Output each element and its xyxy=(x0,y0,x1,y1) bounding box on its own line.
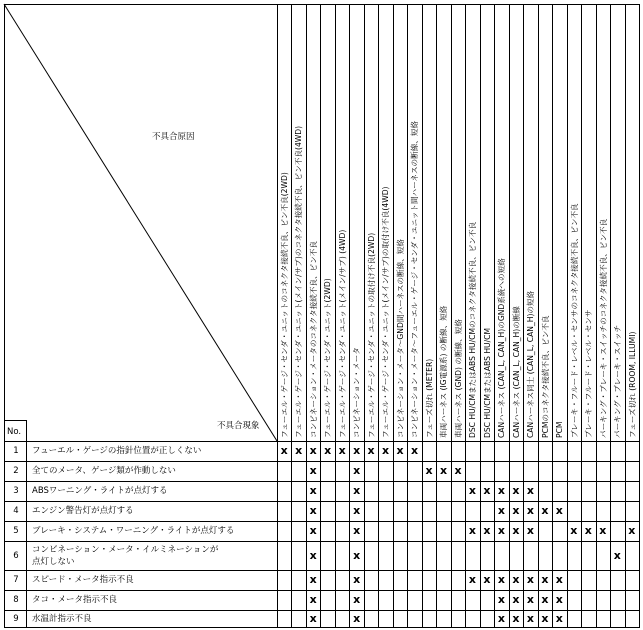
row-divider xyxy=(4,541,640,542)
cause-mark: x xyxy=(439,464,448,477)
cause-mark: x xyxy=(613,548,621,562)
cause-mark: x xyxy=(309,464,317,477)
cause-column-divider xyxy=(407,4,408,627)
cause-label: 車両ハーネス (GND) の断線、短絡 xyxy=(454,319,463,438)
cause-header-label: 不具合原因 xyxy=(152,132,195,142)
cause-mark: x xyxy=(526,484,534,497)
cause-mark: x xyxy=(353,524,361,537)
cause-mark: x xyxy=(555,593,563,606)
no-header-divider xyxy=(4,420,26,421)
row-number: 5 xyxy=(13,526,19,536)
symptom-text: コンビネーション・メータ・イルミネーションが xyxy=(32,544,219,555)
cause-column-divider xyxy=(364,4,365,627)
cause-mark: x xyxy=(309,611,317,625)
cause-mark: x xyxy=(628,524,636,537)
cause-mark: x xyxy=(309,524,317,537)
cause-column-divider xyxy=(291,4,292,627)
row-divider xyxy=(4,590,640,591)
cause-mark: x xyxy=(512,573,520,586)
cause-label: CANハーネス (CAN_L, CAN_H)のGND系統への短絡 xyxy=(497,258,506,438)
cause-mark: x xyxy=(497,573,505,586)
row-divider xyxy=(4,521,640,522)
row-number: 3 xyxy=(13,486,19,496)
cause-label: コンビネーション・メータ〜フューエル・ゲージ・センダ・ユニット間ハーネスの断線、短絡 xyxy=(410,120,419,438)
cause-column-divider xyxy=(436,4,437,627)
cause-mark: x xyxy=(309,593,317,606)
cause-column-divider xyxy=(538,4,539,627)
symptom-text: ABSワーニング・ライトが点灯する xyxy=(32,486,168,496)
table-border-right xyxy=(639,4,640,627)
symptom-text: エンジン警告灯が点灯する xyxy=(32,506,134,516)
cause-column-divider xyxy=(451,4,452,627)
cause-mark: x xyxy=(353,573,361,586)
table-border-top xyxy=(4,4,640,5)
row-divider xyxy=(4,570,640,571)
cause-mark: x xyxy=(353,611,361,625)
cause-label: DSC HU/CMまたはABS HU/CMのコネクタ接続不良、ピン不良 xyxy=(468,221,477,438)
cause-mark: x xyxy=(497,484,505,497)
cause-mark: x xyxy=(497,504,505,517)
symptom-text: 全てのメータ、ゲージ類が作動しない xyxy=(32,466,176,476)
symptom-text: 点灯しない xyxy=(32,556,75,567)
cause-mark: x xyxy=(570,524,578,537)
cause-label: コンビネーション・メータのコネクタ接続不良、ピン不良 xyxy=(309,241,318,438)
cause-mark: x xyxy=(367,444,375,457)
row-divider xyxy=(4,441,640,442)
row-number: 6 xyxy=(13,550,19,561)
cause-mark: x xyxy=(280,444,288,457)
row-number: 8 xyxy=(13,595,19,605)
cause-label: 車両ハーネス (IG電源系) の断線、短絡 xyxy=(439,305,448,438)
cause-mark: x xyxy=(309,484,317,497)
cause-label: ブレーキ・フルード・レベル・センサのコネクタ接続不良、ピン不良 xyxy=(570,203,579,438)
cause-mark: x xyxy=(483,484,491,497)
cause-label: ブレーキ・フルード・レベル・センサ xyxy=(584,309,593,438)
cause-mark: x xyxy=(497,524,505,537)
row-divider xyxy=(4,481,640,482)
symptom-column-divider xyxy=(277,4,278,627)
cause-mark: x xyxy=(309,444,317,457)
cause-label: フューエル・ゲージ・センダ・ユニットのコネクタ接続不良、ピン不良(2WD) xyxy=(280,172,289,438)
cause-label: フューエル・ゲージ・センダ・ユニット(メイン/サブ)のコネクタ接続不良、ピン不良(4WD) xyxy=(294,125,303,438)
cause-column-divider xyxy=(610,4,611,627)
row-number: 2 xyxy=(13,466,19,476)
cause-mark: x xyxy=(309,548,317,562)
cause-label: フューエル・ゲージ・センダ・ユニット(メイン/サブ)の取付け不良(4WD) xyxy=(381,186,390,438)
cause-column-divider xyxy=(422,4,423,627)
cause-mark: x xyxy=(382,444,390,457)
no-header-label: No. xyxy=(7,427,22,437)
cause-mark: x xyxy=(526,524,534,537)
cause-mark: x xyxy=(425,464,433,477)
row-number: 7 xyxy=(13,575,19,585)
cause-label: フューエル・ゲージ・センダ・ユニット(メイン/サブ) (4WD) xyxy=(338,229,347,438)
cause-mark: x xyxy=(497,611,505,625)
cause-mark: x xyxy=(338,444,346,457)
cause-label: CANハーネス同士 (CAN_L, CAN_H)の短絡 xyxy=(526,290,535,438)
cause-mark: x xyxy=(526,504,534,517)
symptom-text: スピード・メータ指示不良 xyxy=(32,575,134,585)
cause-mark: x xyxy=(353,548,361,562)
cause-mark: x xyxy=(468,524,477,537)
cause-mark: x xyxy=(468,573,477,586)
cause-mark: x xyxy=(454,464,462,477)
cause-label: PCM xyxy=(555,421,564,438)
row-number: 1 xyxy=(13,446,19,456)
cause-mark: x xyxy=(541,593,549,606)
cause-label: コンビネーション・メータ xyxy=(352,347,361,438)
cause-mark: x xyxy=(512,593,520,606)
cause-mark: x xyxy=(555,573,563,586)
cause-mark: x xyxy=(526,611,534,625)
cause-mark: x xyxy=(468,484,477,497)
cause-mark: x xyxy=(353,504,361,517)
cause-mark: x xyxy=(512,504,520,517)
cause-mark: x xyxy=(483,524,491,537)
cause-mark: x xyxy=(309,504,317,517)
cause-mark: x xyxy=(483,573,491,586)
cause-mark: x xyxy=(353,593,361,606)
cause-mark: x xyxy=(309,573,317,586)
cause-mark: x xyxy=(353,444,361,457)
cause-mark: x xyxy=(541,573,549,586)
cause-label: コンビネーション・メータ〜GND間ハーネスの断線、短絡 xyxy=(396,239,405,438)
cause-mark: x xyxy=(396,444,404,457)
cause-mark: x xyxy=(353,484,361,497)
cause-column-divider xyxy=(552,4,553,627)
cause-label: パーキング・ブレーキ・スイッチ xyxy=(613,324,622,438)
cause-column-divider xyxy=(335,4,336,627)
cause-mark: x xyxy=(526,593,534,606)
cause-mark: x xyxy=(526,573,534,586)
cause-mark: x xyxy=(541,611,549,625)
cause-mark: x xyxy=(512,484,520,497)
row-divider xyxy=(4,501,640,502)
cause-mark: x xyxy=(555,504,563,517)
cause-mark: x xyxy=(353,464,361,477)
row-divider xyxy=(4,610,640,611)
symptom-text: フューエル・ゲージの指針位置が正しくない xyxy=(32,446,202,456)
row-number: 9 xyxy=(13,613,19,624)
cause-label: CANハーネス (CAN_L, CAN_H)の断線 xyxy=(512,305,521,438)
row-number: 4 xyxy=(13,506,19,516)
row-divider xyxy=(4,461,640,462)
cause-label: DSC HU/CMまたはABS HU/CM xyxy=(483,327,492,438)
cause-mark: x xyxy=(512,524,520,537)
cause-mark: x xyxy=(324,444,332,457)
cause-label: フューエル・ゲージ・センダ・ユニット(2WD) xyxy=(323,278,332,438)
cause-mark: x xyxy=(512,611,520,625)
cause-mark: x xyxy=(410,444,419,457)
cause-mark: x xyxy=(541,504,549,517)
cause-label: フューズ切れ (METER) xyxy=(425,358,434,438)
cause-mark: x xyxy=(584,524,592,537)
symptom-text: 水温計指示不良 xyxy=(32,613,92,624)
cause-column-divider xyxy=(378,4,379,627)
cause-mark: x xyxy=(497,593,505,606)
cause-label: PCMのコネクタ接続不良、ピン不良 xyxy=(541,315,550,438)
cause-label: フューズ切れ (ROOM, ILLUMI) xyxy=(628,331,637,438)
symptom-text: タコ・メータ指示不良 xyxy=(32,595,118,605)
cause-mark: x xyxy=(599,524,607,537)
cause-column-divider xyxy=(393,4,394,627)
symptom-header-label: 不具合現象 xyxy=(217,421,260,431)
cause-mark: x xyxy=(295,444,303,457)
cause-mark: x xyxy=(555,611,563,625)
cause-label: フューエル・ゲージ・センダ・ユニットの取付け不良(2WD) xyxy=(367,232,376,438)
cause-label: パーキング・ブレーキ・スイッチのコネクタ接続不良、ピン不良 xyxy=(599,218,608,438)
table-border-bottom xyxy=(4,627,640,628)
symptom-text: ブレーキ・システム・ワーニング・ライトが点灯する xyxy=(32,526,235,536)
